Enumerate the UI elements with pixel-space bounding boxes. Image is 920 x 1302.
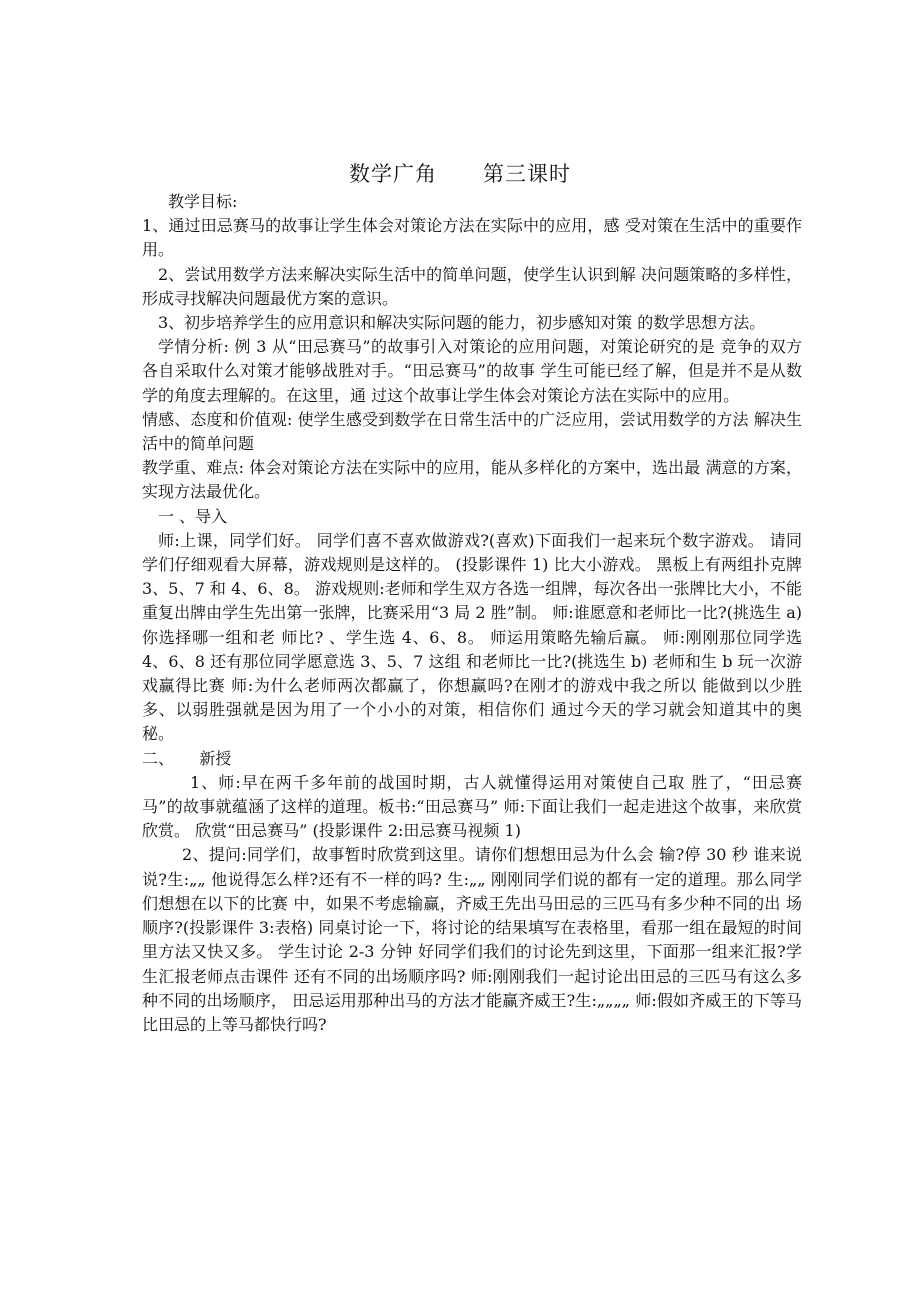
page-title: 数学广角 第三课时 bbox=[348, 162, 572, 186]
intro-paragraph: 师:上课，同学们好。 同学们喜不喜欢做游戏?(喜欢)下面我们一起来玩个数字游戏。 请同学们仔细观看大屏幕，游戏规则是这样的。 (投影课件 1) 比大小游戏。 黑板上有两组扑克牌 3、5、7 和 4、6、8。 游戏规则:老师和学生双方各选一组牌，每次各出一张牌比大小，不能 重复出牌由学生先出第一张牌，比赛采用“3 局 2 胜”制。 师:谁愿意和老师比一比?(挑选生 a)你选择哪一组和老 师比? 、学生选 4、6、8。 师运用策略先输后赢。 师:刚刚那位同学选 4、6、8 还有那位同学愿意选 3、5、7 这组 和老师比一比?(挑选生 b) 老师和生 b 玩一次游戏赢得比赛 师:为什么老师两次都赢了，你想赢吗?在刚才的游戏中我之所以 能做到以少胜多、以弱胜强就是因为用了一个小小的对策，相信你们 通过今天的学习就会知道其中的奥秘。 bbox=[142, 530, 802, 744]
learning-analysis-paragraph: 学情分析: 例 3 从“田忌赛马”的故事引入对策论的应用问题，对策论研究的是 竞争的双方各自采取什么对策才能够战胜对手。“田忌赛马”的故事 学生可能已经了解，但是并不是从数学的角度去理解的。在这里，通 过这个故事让学生体会对策论方法在实际中的应用。 bbox=[142, 337, 802, 405]
document-body bbox=[142, 190, 802, 1037]
section-heading-new-lesson: 二、 新授 bbox=[142, 748, 232, 768]
key-difficulty-paragraph: 教学重、难点: 体会对策论方法在实际中的应用，能从多样化的方案中，选出最 满意的方案，实现方法最优化。 bbox=[142, 458, 802, 502]
goal-item-1: 1、通过田忌赛马的故事让学生体会对策论方法在实际中的应用，感 受对策在生活中的重要作用。 bbox=[142, 216, 802, 260]
goal-item-3: 3、初步培养学生的应用意识和解决实际问题的能力，初步感知对策 的数学思想方法。 bbox=[158, 313, 766, 333]
new-lesson-paragraph-2: 2、提问:同学们，故事暂时欣赏到这里。请你们想想田忌为什么会 输?停 30 秒 谁来说说?生:„„ 他说得怎么样?还有不一样的吗? 生:„„ 刚刚同学们说的都有一定的道理。那么同学们想想在以下的比赛 中，如果不考虑输赢，齐威王先出马田忌的三匹马有多少种不同的出 场顺序?(投影课件 3:表格) 同桌讨论一下，将讨论的结果填写在表格里，看那一组在最短的时间 里方法又快又多。 学生讨论 2-3 分钟 好同学们我们的讨论先到这里，下面那一组来汇报?学生汇报老师点击课件 还有不同的出场顺序吗? 师:刚刚我们一起讨论出田忌的三匹马有这么多种不同的出场顺序， 田忌运用那种出马的方法才能赢齐威王?生:„„„„ 师:假如齐威王的下等马比田忌的上等马都快行吗? bbox=[142, 845, 802, 1034]
goal-item-2: 2、尝试用数学方法来解决实际生活中的简单问题，使学生认识到解 决问题策略的多样性，形成寻找解决问题最优方案的意识。 bbox=[142, 264, 802, 308]
section-heading-intro: 一 、导入 bbox=[158, 506, 228, 526]
section-heading-teaching-goals: 教学目标: bbox=[168, 192, 238, 211]
new-lesson-paragraph-1: 1、师:早在两千多年前的战国时期，古人就懂得运用对策使自己取 胜了，“田忌赛马”的故事就蕴涵了这样的道理。板书:“田忌赛马” 师:下面让我们一起走进这个故事，来欣赏欣赏。 欣赏“田忌赛马” (投影课件 2:田忌赛马视频 1) bbox=[142, 772, 802, 841]
attitude-values-paragraph: 情感、态度和价值观: 使学生感受到数学在日常生活中的广泛应用，尝试用数学的方法 解决生活中的简单问题 bbox=[142, 409, 802, 454]
